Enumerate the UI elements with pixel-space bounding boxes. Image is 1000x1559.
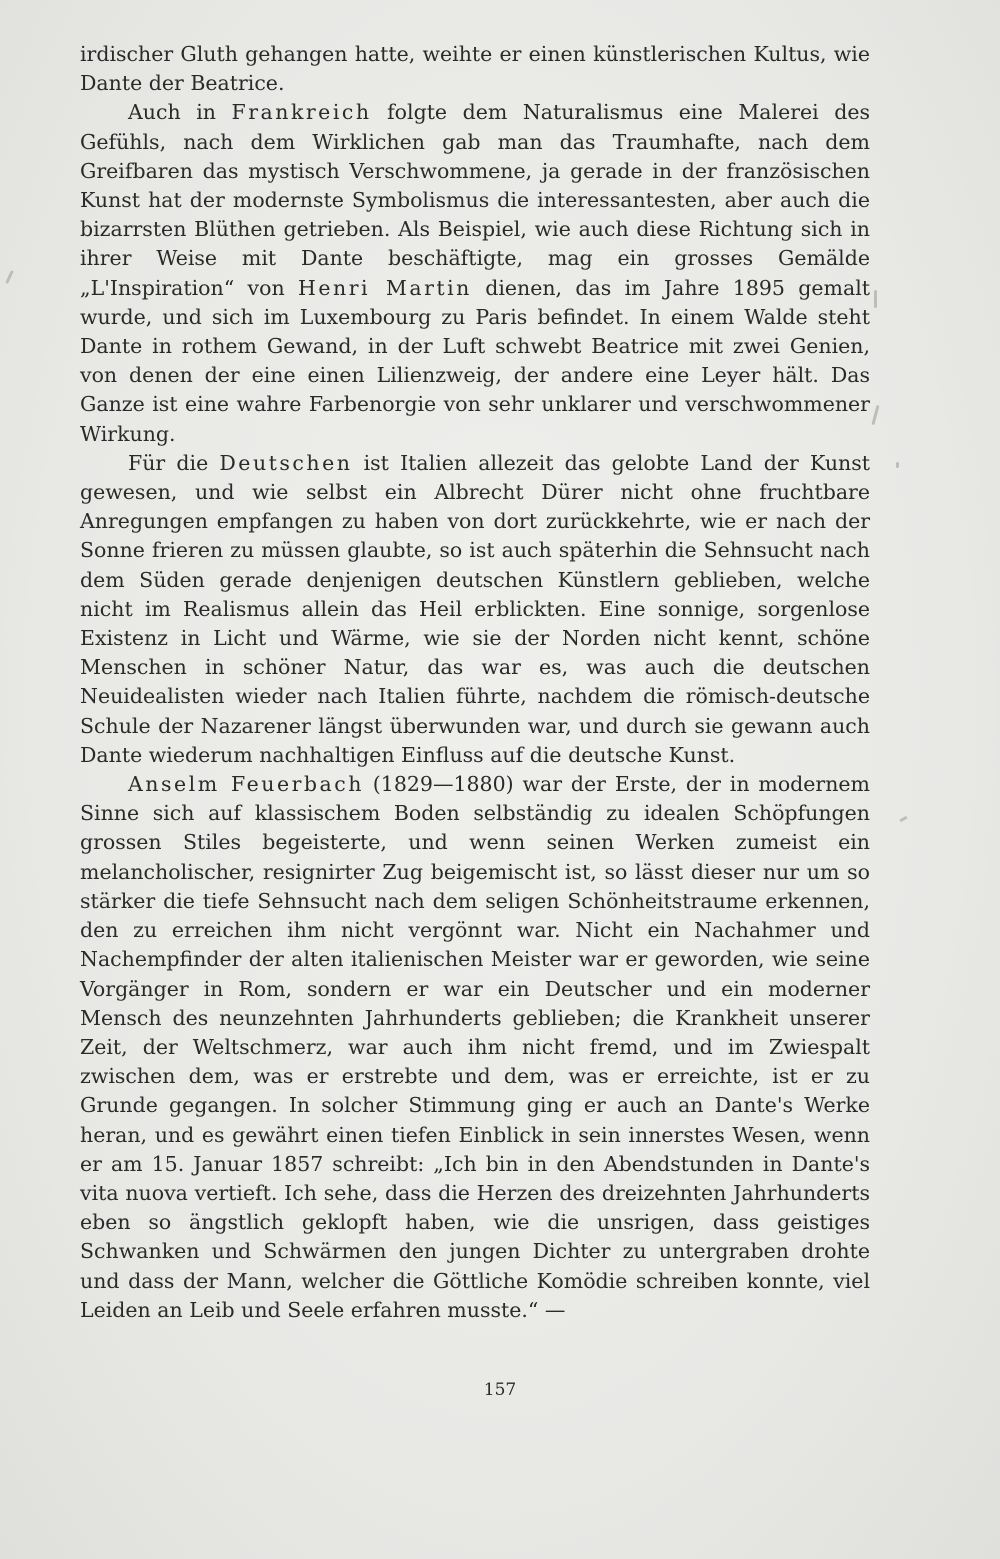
paragraph-3	[80, 449, 870, 770]
text-run: Für die	[128, 450, 220, 475]
spaced-emphasis: Frankreich	[231, 100, 372, 125]
body-text	[80, 40, 870, 1325]
margin-mark	[899, 816, 907, 823]
spaced-emphasis: Deutschen	[219, 450, 353, 475]
margin-mark	[896, 462, 899, 468]
margin-mark	[5, 270, 14, 284]
text-run: irdischer Gluth gehangen hatte, weihte er einen künstlerischen Kultus, wie Dante der Beatrice.	[80, 42, 870, 96]
paragraph-1	[80, 40, 870, 98]
spaced-emphasis: Henri Martin	[297, 275, 472, 300]
text-run: Auch in	[128, 100, 232, 125]
text-run: ist Italien allezeit das gelobte Land der Kunst gewesen, und wie selbst ein Albrecht Dürer nicht ohne fruchtbare Anregungen empfangen zu haben von dort zurückkehrte, wie er nach der Sonne frieren zu müssen glaubte, so ist auch späterhin die Sehnsucht nach dem Süden gerade denjenigen deutschen Künstlern geblieben, welche nicht im Realismus allein das Heil erblickten. Eine sonnige, sorgenlose Existenz in Licht und Wärme, wie sie der Norden nicht kennt, schöne Menschen in schöner Natur, das war es, was auch die deutschen Neuidealisten wieder nach Italien führte, nachdem die römisch-deutsche Schule der Nazarener längst überwunden war, und durch sie gewann auch Dante wiederum nachhaltigen Einfluss auf die deutsche Kunst.	[80, 450, 870, 767]
text-run: (1829—1880) war der Erste, der in modernem Sinne sich auf klassischem Boden selbständig zu idealen Schöpfungen grossen Stiles begeisterte, und wenn seinen Werken zumeist ein melancholischer, resignirter Zug beigemischt ist, so lässt dieser nur um so stärker die tiefe Sehnsucht nach dem seligen Schönheitstraume erkennen, den zu erreichen ihm nicht vergönnt war. Nicht ein Nachahmer und Nachempfinder der alten italienischen Meister war er geworden, wie seine Vorgänger in Rom, sondern er war ein Deutscher und ein moderner Mensch des neunzehnten Jahrhunderts geblieben; die Krankheit unserer Zeit, der Weltschmerz, war auch ihm nicht fremd, und im Zwiespalt zwischen dem, was er erstrebte und dem, was er erreichte, ist er zu Grunde gegangen. In solcher Stimmung ging er auch an Dante's Werke heran, und es gewährt einen tiefen Einblick in sein innerstes Wesen, wenn er am 15. Januar 1857 schreibt: „Ich bin in den Abendstunden in Dante's vita nuova vertieft. Ich sehe, dass die Herzen des dreizehnten Jahrhunderts eben so ängstlich geklopft haben, wie die unsrigen, dass geistiges Schwanken und Schwärmen den jungen Dichter zu untergraben drohte und dass der Mann, welcher die Göttliche Komödie schreiben konnte, viel Leiden an Leib und Seele erfahren musste.“ —	[80, 772, 870, 1322]
text-run: dienen, das im Jahre 1895 gemalt wurde, und sich im Luxembourg zu Paris befindet. In einem Walde steht Dante in rothem Gewand, in der Luft schwebt Beatrice mit zwei Genien, von denen der eine einen Lilienzweig, der andere eine Leyer hält. Das Ganze ist eine wahre Farbenorgie von sehr unklarer und verschwommener Wirkung.	[80, 275, 871, 446]
spaced-emphasis: Anselm Feuerbach	[128, 772, 364, 797]
margin-mark	[871, 405, 879, 425]
paragraph-2	[80, 98, 870, 448]
text-run: folgte dem Naturalismus eine Malerei des Gefühls, nach dem Wirklichen gab man das Traumhafte, nach dem Greifbaren das mystisch Verschwommene, ja gerade in der französischen Kunst hat der modernste Symbolismus die interessantesten, aber auch die bizarrsten Blüthen getrieben. Als Beispiel, wie auch diese Richtung sich in ihrer Weise mit Dante beschäftigte, mag ein grosses Gemälde „L'Inspiration“ von	[80, 100, 871, 300]
page-number: 157	[483, 1380, 517, 1400]
margin-mark	[874, 290, 877, 308]
paragraph-4	[80, 770, 870, 1325]
